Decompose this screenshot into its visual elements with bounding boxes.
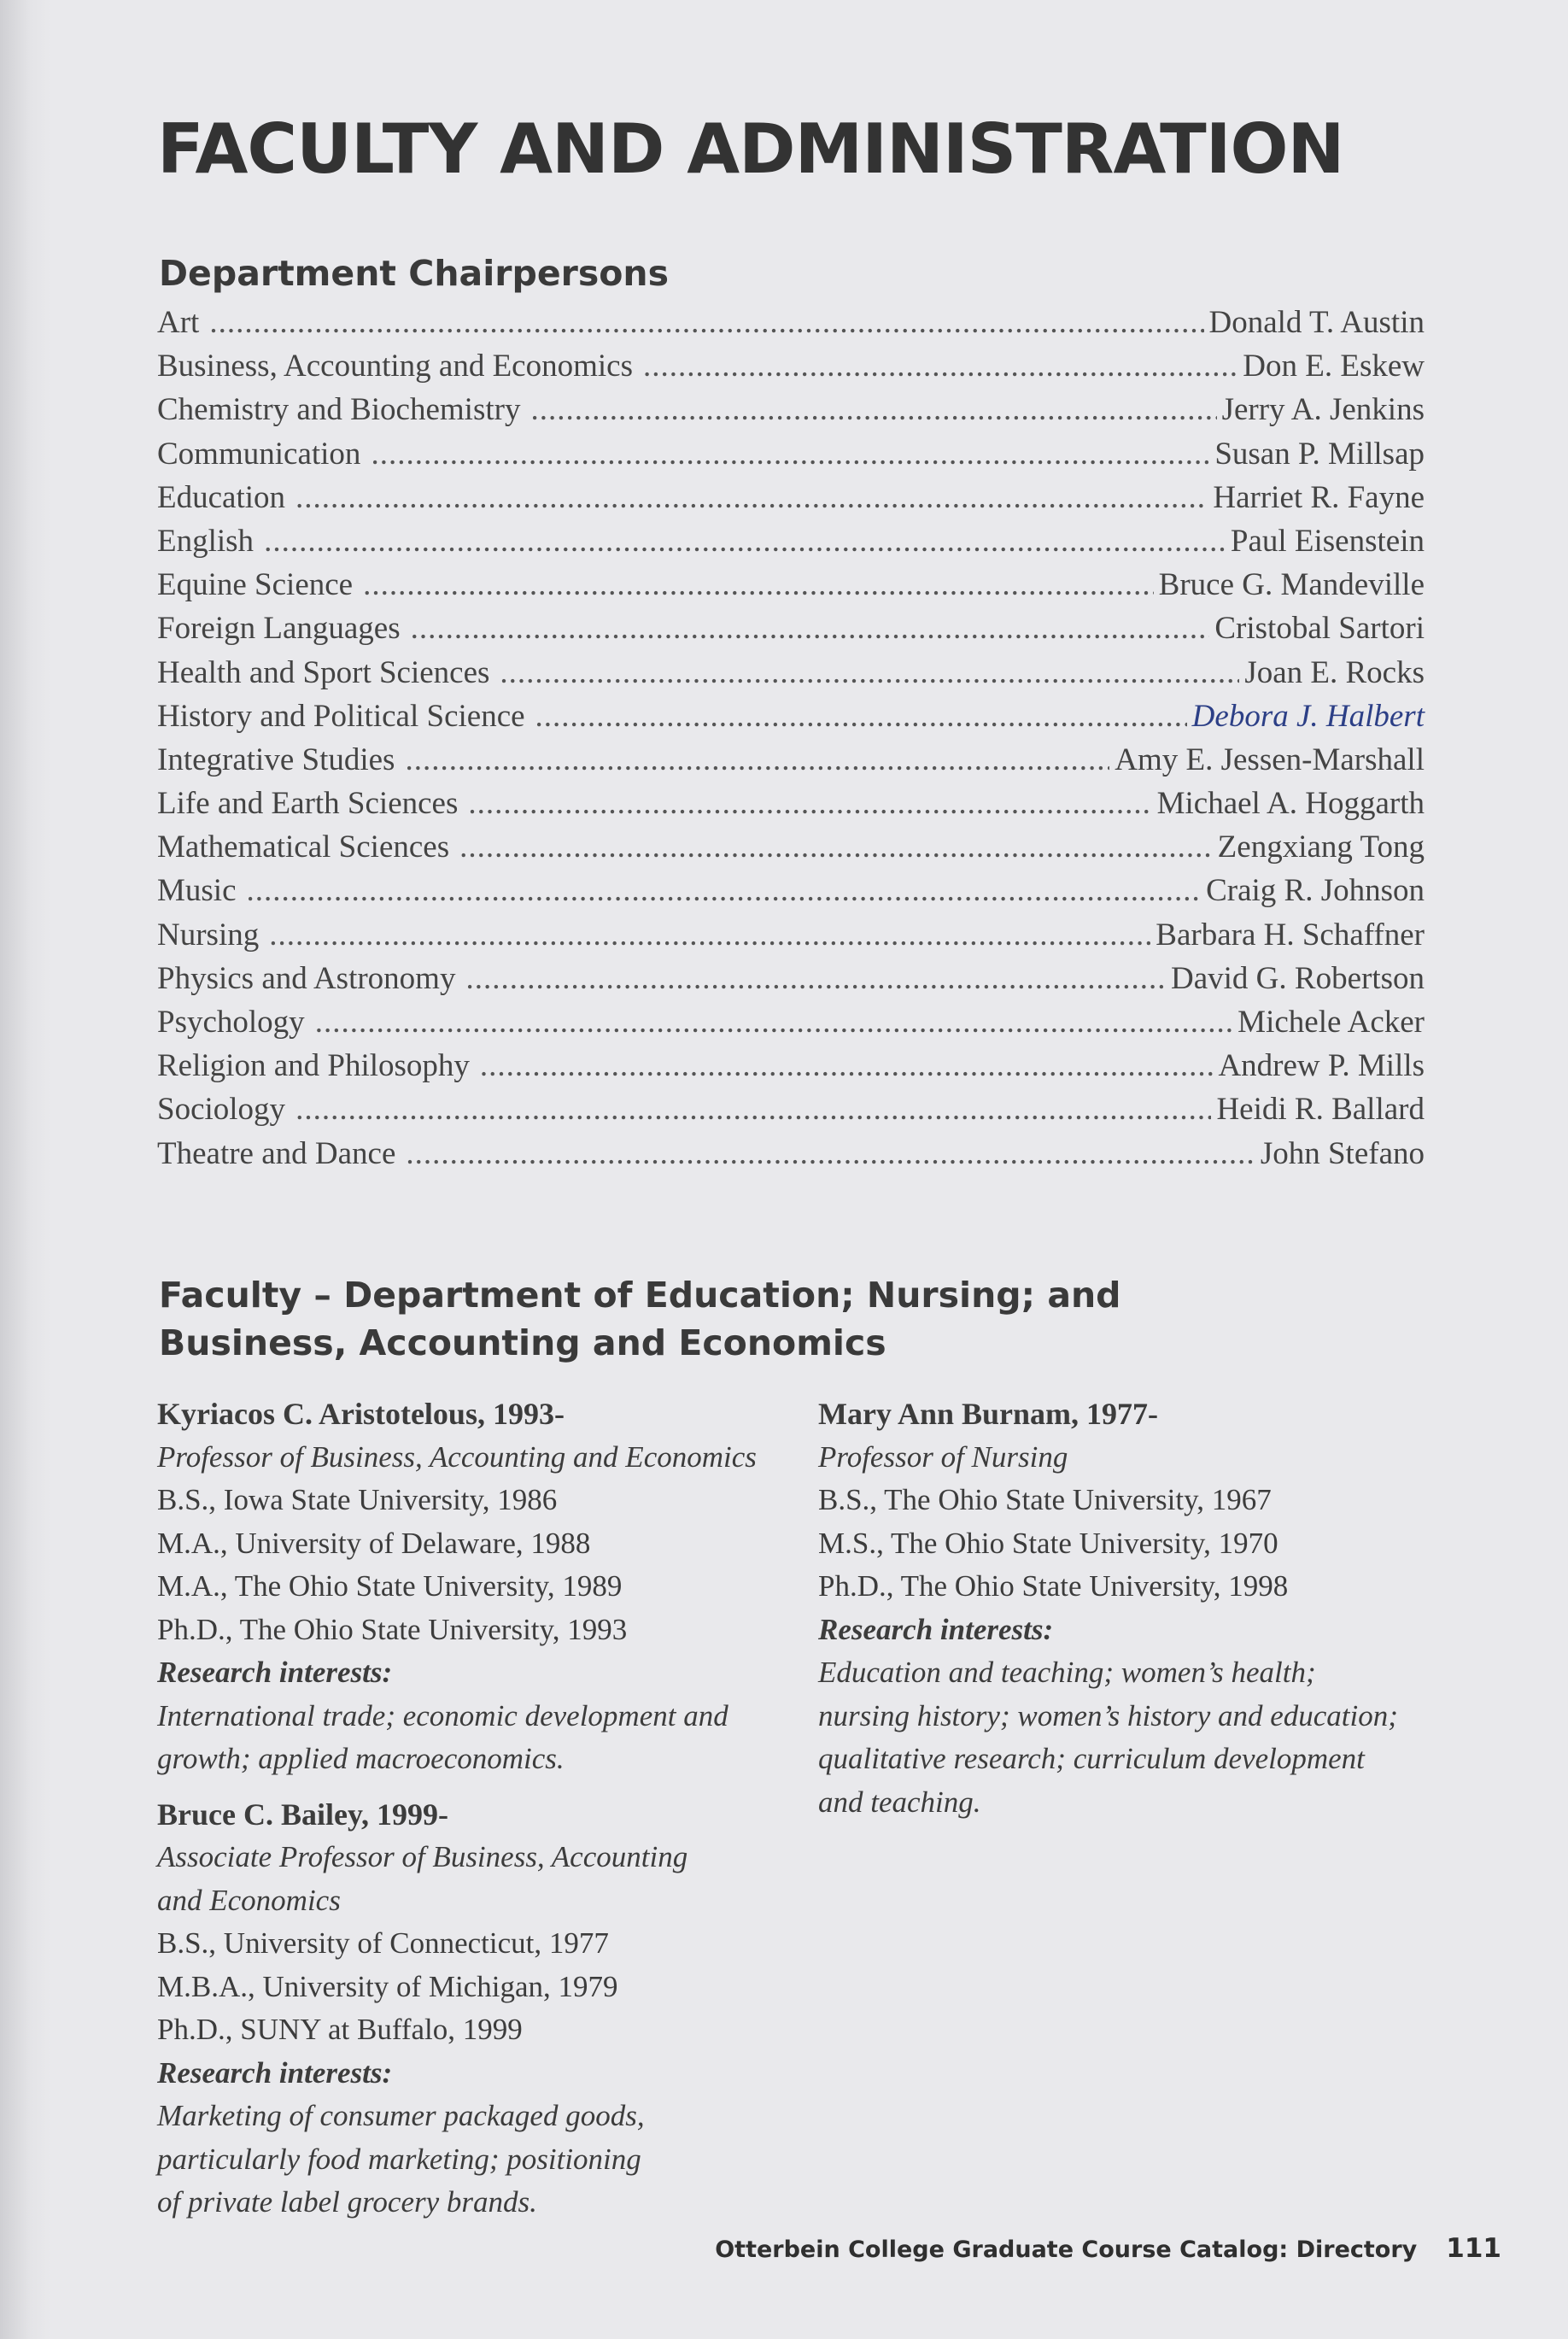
chairperson-name: Heidi R. Ballard — [1216, 1092, 1425, 1128]
chairperson-name: Don E. Eskew — [1243, 349, 1425, 384]
research-interests-text: growth; applied macroeconomics. — [157, 1742, 565, 1775]
department-name: Sociology — [157, 1092, 286, 1128]
chairperson-name: Amy E. Jessen-Marshall — [1115, 742, 1425, 777]
page-footer — [715, 2233, 1501, 2264]
degree-line: Ph.D., SUNY at Buffalo, 1999 — [157, 2013, 523, 2046]
chair-row — [157, 695, 1425, 738]
research-interests-text: Marketing of consumer packaged goods, — [157, 2099, 645, 2132]
chairperson-name: Zengxiang Tong — [1217, 829, 1425, 865]
degree-line: M.S., The Ohio State University, 1970 — [818, 1526, 1278, 1560]
department-name: Music — [157, 873, 237, 909]
chairperson-name: Bruce G. Mandeville — [1158, 567, 1425, 603]
faculty-entry — [818, 1392, 1433, 1824]
dot-leader — [530, 388, 1216, 431]
dot-leader — [264, 519, 1226, 563]
department-name: Religion and Philosophy — [157, 1048, 470, 1084]
chair-row — [157, 388, 1425, 431]
dot-leader — [295, 476, 1208, 519]
dot-leader — [315, 1000, 1232, 1044]
faculty-heading-line1: Faculty – Department of Education; Nursing; and — [159, 1275, 1121, 1316]
department-name: Physics and Astronomy — [157, 960, 456, 996]
faculty-column-left — [157, 1392, 789, 2236]
department-name: Health and Sport Sciences — [157, 654, 490, 690]
chair-row — [157, 913, 1425, 957]
chairperson-name: Harriet R. Fayne — [1213, 479, 1425, 515]
chairpersons-list — [157, 301, 1425, 1175]
department-name: Education — [157, 479, 286, 515]
research-interests-text: and teaching. — [818, 1785, 981, 1819]
dot-leader — [269, 913, 1150, 957]
degree-line: B.S., The Ohio State University, 1967 — [818, 1483, 1272, 1516]
dot-leader — [643, 344, 1237, 388]
chairpersons-heading: Department Chairpersons — [159, 253, 670, 294]
department-name: Chemistry and Biochemistry — [157, 392, 521, 428]
page-binding-shadow — [0, 0, 51, 2339]
dot-leader — [247, 869, 1202, 912]
faculty-name: Mary Ann Burnam, 1977- — [818, 1397, 1159, 1431]
chair-row — [157, 344, 1425, 388]
chairperson-name: David G. Robertson — [1171, 960, 1425, 996]
department-name: Integrative Studies — [157, 742, 395, 777]
dot-leader — [295, 1087, 1211, 1131]
chair-row — [157, 738, 1425, 782]
chairperson-name: Debora J. Halbert — [1191, 698, 1425, 734]
chairperson-name: John Stefano — [1260, 1135, 1425, 1171]
dot-leader — [500, 651, 1239, 695]
department-name: Psychology — [157, 1005, 305, 1040]
chairperson-name: Joan E. Rocks — [1244, 654, 1425, 690]
faculty-name: Bruce C. Bailey, 1999- — [157, 1797, 448, 1832]
department-name: Life and Earth Sciences — [157, 786, 459, 822]
department-name: Communication — [157, 436, 361, 472]
dot-leader — [411, 607, 1210, 650]
research-interests-text: of private label grocery brands. — [157, 2185, 537, 2219]
dot-leader — [363, 563, 1154, 607]
chair-row — [157, 432, 1425, 476]
dot-leader — [459, 825, 1213, 869]
chair-row — [157, 519, 1425, 563]
chairperson-name: Andrew P. Mills — [1218, 1048, 1425, 1084]
chairperson-name: Donald T. Austin — [1208, 305, 1425, 340]
faculty-heading — [159, 1271, 1184, 1367]
research-interests-text: qualitative research; curriculum development — [818, 1742, 1365, 1775]
research-interests-label: Research interests: — [157, 2055, 393, 2090]
chair-row — [157, 782, 1425, 825]
degree-line: M.A., The Ohio State University, 1989 — [157, 1569, 623, 1603]
research-interests-label: Research interests: — [157, 1656, 393, 1689]
chairperson-name: Barbara H. Schaffner — [1156, 917, 1425, 953]
faculty-title: and Economics — [157, 1883, 341, 1917]
chairperson-name: Michael A. Hoggarth — [1156, 786, 1425, 822]
research-interests-text: nursing history; women’s history and education; — [818, 1698, 1398, 1732]
chairperson-name: Michele Acker — [1237, 1005, 1425, 1040]
degree-line: Ph.D., The Ohio State University, 1998 — [818, 1569, 1289, 1603]
faculty-column-right — [818, 1392, 1433, 1836]
faculty-name: Kyriacos C. Aristotelous, 1993- — [157, 1397, 565, 1431]
faculty-title: Professor of Business, Accounting and Economics — [157, 1439, 757, 1474]
chair-row — [157, 1087, 1425, 1131]
page-title: FACULTY AND ADMINISTRATION — [157, 109, 1344, 189]
chairperson-name: Jerry A. Jenkins — [1221, 392, 1425, 428]
degree-line: M.A., University of Delaware, 1988 — [157, 1526, 591, 1560]
chairperson-name: Susan P. Millsap — [1214, 436, 1425, 472]
chair-row — [157, 476, 1425, 519]
dot-leader — [405, 738, 1109, 782]
chairperson-name: Paul Eisenstein — [1230, 523, 1425, 559]
page-number: 111 — [1446, 2233, 1501, 2264]
faculty-heading-line2: Business, Accounting and Economics — [159, 1322, 886, 1363]
dot-leader — [209, 301, 1203, 344]
department-name: Business, Accounting and Economics — [157, 349, 633, 384]
chair-row — [157, 957, 1425, 1000]
faculty-entry — [157, 1392, 789, 1781]
department-name: English — [157, 523, 255, 559]
chair-row — [157, 1132, 1425, 1175]
chairperson-name: Cristobal Sartori — [1214, 611, 1425, 647]
chair-row — [157, 1044, 1425, 1087]
faculty-title: Professor of Nursing — [818, 1439, 1068, 1474]
research-interests-text: Education and teaching; women’s health; — [818, 1656, 1316, 1689]
chair-row — [157, 607, 1425, 650]
dot-leader — [371, 432, 1209, 476]
department-name: Theatre and Dance — [157, 1135, 396, 1171]
research-interests-label: Research interests: — [818, 1612, 1054, 1646]
footer-catalog-title: Otterbein College Graduate Course Catalog: Directory — [715, 2236, 1418, 2263]
dot-leader — [465, 957, 1166, 1000]
dot-leader — [535, 695, 1187, 738]
chairperson-name: Craig R. Johnson — [1206, 873, 1425, 909]
faculty-entry — [157, 1793, 789, 2225]
department-name: Art — [157, 305, 200, 340]
department-name: History and Political Science — [157, 698, 525, 734]
chair-row — [157, 563, 1425, 607]
department-name: Mathematical Sciences — [157, 829, 450, 865]
department-name: Foreign Languages — [157, 611, 401, 647]
dot-leader — [406, 1132, 1255, 1175]
chair-row — [157, 825, 1425, 869]
dot-leader — [480, 1044, 1214, 1087]
degree-line: B.S., Iowa State University, 1986 — [157, 1483, 558, 1516]
research-interests-text: particularly food marketing; positioning — [157, 2142, 641, 2176]
dot-leader — [468, 782, 1151, 825]
chair-row — [157, 1000, 1425, 1044]
chair-row — [157, 651, 1425, 695]
degree-line: B.S., University of Connecticut, 1977 — [157, 1926, 609, 1960]
research-interests-text: International trade; economic development and — [157, 1698, 728, 1732]
chair-row — [157, 301, 1425, 344]
degree-line: M.B.A., University of Michigan, 1979 — [157, 1969, 618, 2003]
chair-row — [157, 869, 1425, 912]
faculty-title: Associate Professor of Business, Accounting — [157, 1840, 688, 1873]
degree-line: Ph.D., The Ohio State University, 1993 — [157, 1612, 628, 1646]
department-name: Nursing — [157, 917, 260, 953]
department-name: Equine Science — [157, 567, 354, 603]
